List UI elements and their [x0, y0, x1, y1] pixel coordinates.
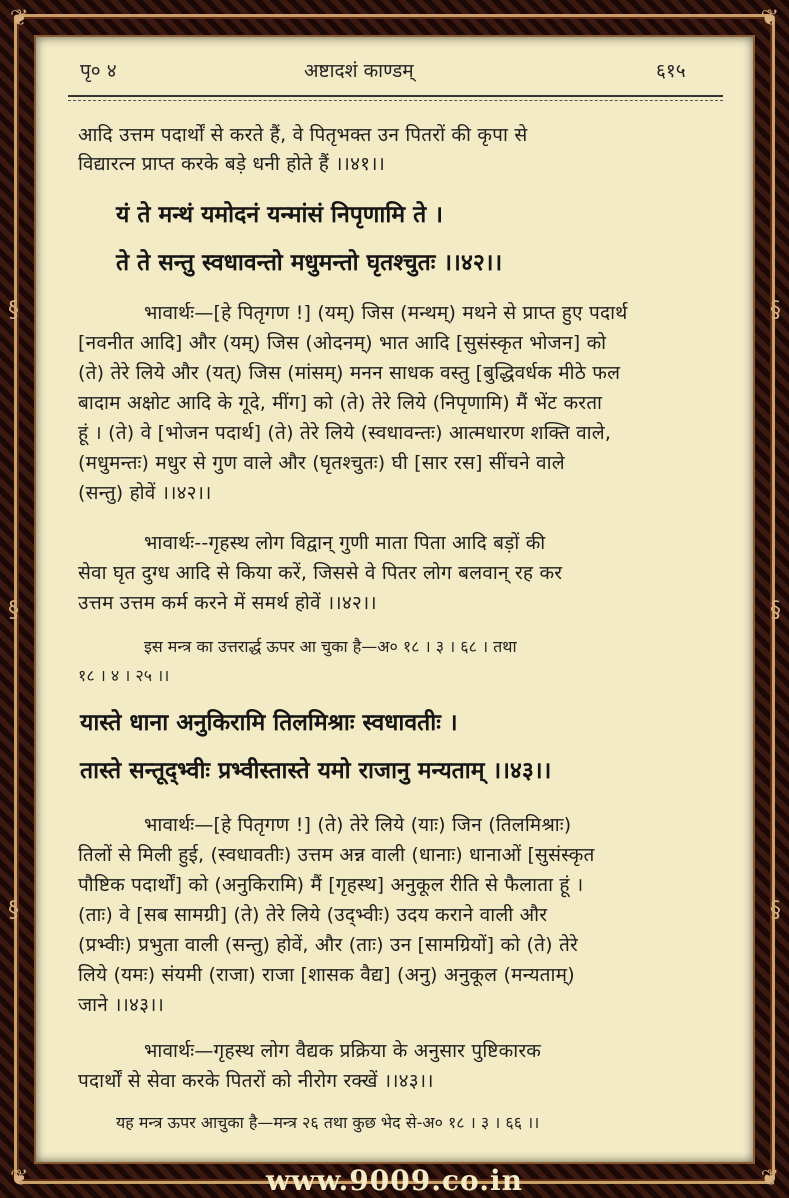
corner-ornament-icon: ❦ [10, 6, 29, 31]
mantra-line: यास्ते धाना अनुकिरामि तिलमिश्राः स्वधावतीः । [80, 710, 458, 736]
page-header [36, 37, 753, 89]
text-line: (सन्तु) होवें ।।४२।। [78, 482, 212, 504]
page-number: ६१५ [656, 60, 686, 82]
side-ornament-icon: § [8, 898, 19, 923]
book-page [36, 37, 753, 1162]
text-line: पौष्टिक पदार्थों] को (अनुकिरामि) मैं [गृहस्थ] अनुकूल रीति से फैलाता हूं । [78, 874, 584, 896]
mantra-line: ते ते सन्तु स्वधावन्तो मधुमन्तो घृतश्चुतः ।।४२।। [116, 250, 503, 276]
side-ornament-icon: § [8, 598, 19, 623]
text-line: उत्तम उत्तम कर्म करने में समर्थ होवें ।।४२।। [78, 592, 377, 614]
note-line: यह मन्त्र ऊपर आचुका है—मन्त्र २६ तथा कुछ भेद से-अ० १८ । ३ । ६६ ।। [116, 1113, 540, 1132]
text-line: सेवा घृत दुग्ध आदि से किया करें, जिससे वे पितर लोग बलवान् रह कर [78, 562, 563, 584]
text-line: (ताः) वे [सब सामग्री] (ते) तेरे लिये (उद्भ्वीः) उदय कराने वाली और [78, 904, 548, 926]
corner-ornament-icon: ❦ [760, 6, 779, 31]
side-ornament-icon: § [770, 298, 781, 323]
header-rule-dashed [68, 100, 723, 101]
text-line: पदार्थों से सेवा करके पितरों को नीरोग रक्खें ।।४३।। [78, 1070, 434, 1092]
text-line: विद्यारत्न प्राप्त करके बड़े धनी होते हैं ।।४१।। [78, 153, 386, 175]
side-ornament-icon: § [770, 898, 781, 923]
text-line: भावार्थः—[हे पितृगण !] (ते) तेरे लिये (याः) जिन (तिलमिश्राः) [144, 814, 572, 836]
text-line: बादाम अक्षोट आदि के गूदे, मींग] को (ते) तेरे लिये (निपृणामि) मैं भेंट करता [78, 392, 603, 414]
text-line: भावार्थः--गृहस्थ लोग विद्वान् गुणी माता पिता आदि बड़ों की [144, 532, 546, 554]
chapter-title: अष्टादशं काण्डम् [304, 60, 414, 82]
text-line: भावार्थः—[हे पितृगण !] (यम्) जिस (मन्थम्) मथने से प्राप्त हुए पदार्थ [144, 302, 628, 324]
text-line: तिलों से मिली हुई, (स्वधावतीः) उत्तम अन्न वाली (धानाः) धानाओं [सुसंस्कृत [78, 844, 595, 866]
side-ornament-icon: § [8, 298, 19, 323]
text-line: हूं । (ते) वे [भोजन पदार्थ] (ते) तेरे लिये (स्वधावन्तः) आत्मधारण शक्ति वाले, [78, 422, 612, 444]
page-ref: पृ० ४ [80, 60, 117, 82]
text-line: (प्रभ्वीः) प्रभुता वाली (सन्तु) होवें, और (ताः) उन [सामग्रियों] को (ते) तेरे [78, 934, 578, 956]
text-line: आदि उत्तम पदार्थों से करते हैं, वे पितृभक्त उन पितरों की कृपा से [78, 124, 528, 146]
text-line: जाने ।।४३।। [78, 994, 164, 1016]
note-line: १८ । ४ । २५ ।। [78, 666, 170, 685]
side-ornament-icon: § [770, 598, 781, 623]
corner-ornament-icon: ❦ [10, 1166, 29, 1191]
text-line: (ते) तेरे लिये और (यत्) जिस (मांसम्) मनन साधक वस्तु [बुद्धिवर्धक मीठे फल [78, 362, 621, 384]
header-rule [68, 95, 723, 97]
mantra-line: यं ते मन्थं यमोदनं यन्मांसं निपृणामि ते । [116, 202, 443, 228]
text-line: [नवनीत आदि] और (यम्) जिस (ओदनम्) भात आदि [सुसंस्कृत भोजन] को [78, 332, 607, 354]
text-line: लिये (यमः) संयमी (राजा) राजा [शासक वैद्य] (अनु) अनुकूल (मन्यताम्) [78, 964, 575, 986]
text-line: (मधुमन्तः) मधुर से गुण वाले और (घृतश्चुतः) घी [सार रस] सींचने वाले [78, 452, 565, 474]
text-line: भावार्थः—गृहस्थ लोग वैद्यक प्रक्रिया के अनुसार पुष्टिकारक [144, 1040, 542, 1062]
mantra-line: तास्ते सन्तूद्भ्वीः प्रभ्वीस्तास्ते यमो राजानु मन्यताम् ।।४३।। [80, 758, 552, 784]
note-line: इस मन्त्र का उत्तरार्द्ध ऊपर आ चुका है—अ० १८ । ३ । ६८ । तथा [144, 637, 517, 656]
corner-ornament-icon: ❦ [760, 1166, 779, 1191]
website-url: www.9009.co.in [266, 1164, 523, 1197]
